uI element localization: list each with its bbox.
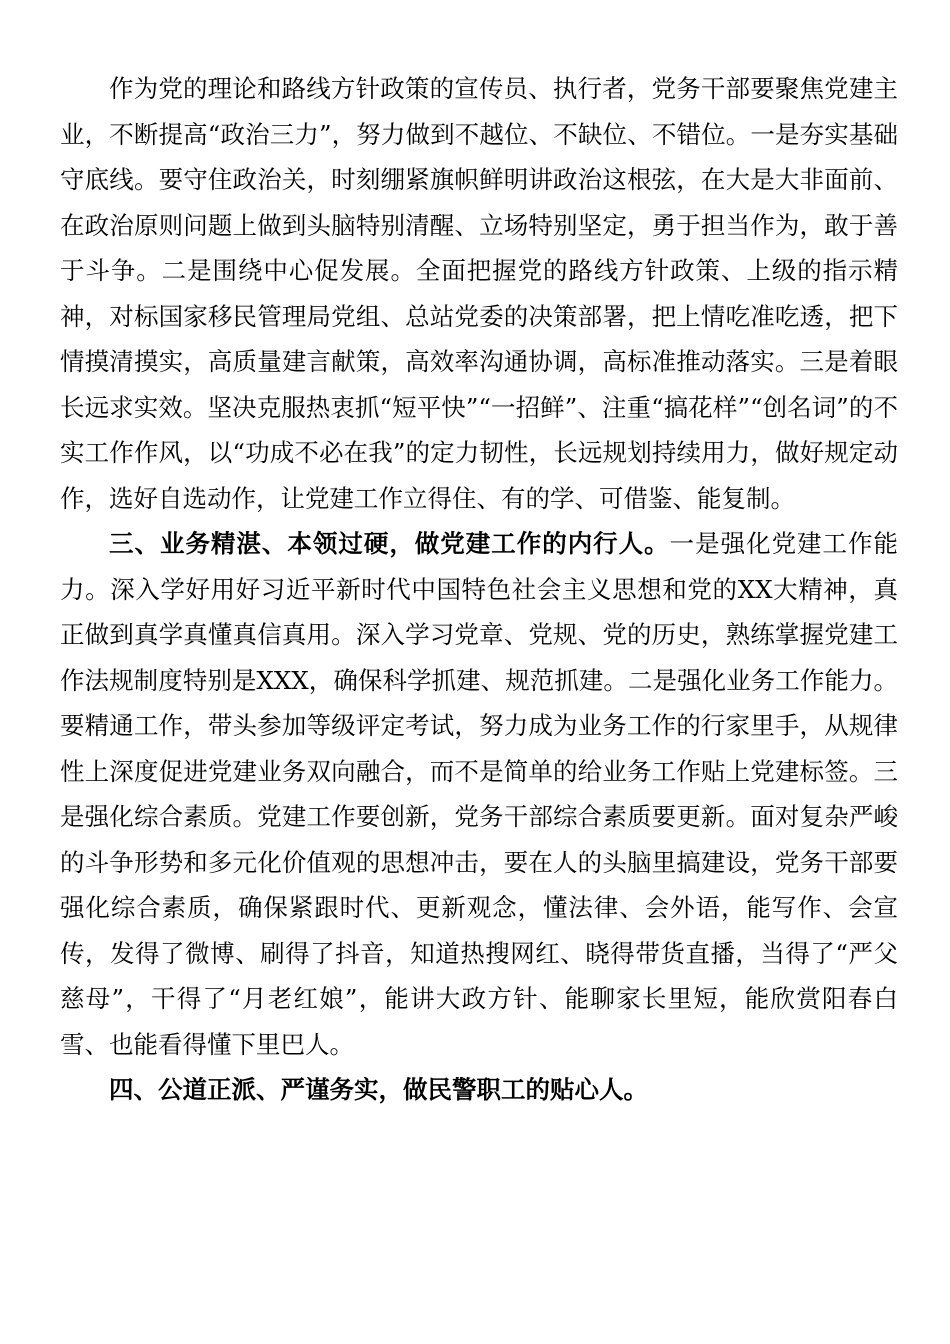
paragraph-section-three (60, 521, 898, 1067)
section-four-heading: 四、公道正派、严谨务实，做民警职工的贴心人。 (109, 1075, 648, 1104)
paragraph-text: 作为党的理论和路线方针政策的宣传员、执行者，党务干部要聚焦党建主业，不断提高“政治三力”，努力做到不越位、不缺位、不错位。一是夯实基础守底线。要守住政治关，时刻绷紧旗帜鲜明讲政治这根弦，在大是大非面前、在政治原则问题上做到头脑特别清醒、立场特别坚定，勇于担当作为，敢于善于斗争。二是围绕中心促发展。全面把握党的路线方针政策、上级的指示精神，对标国家移民管理局党组、总站党委的决策部署，把上情吃准吃透，把下情摸清摸实，高质量建言献策，高效率沟通协调，高标准推动落实。三是着眼长远求实效。坚决克服热衷抓“短平快”“一招鲜”、注重“搞花样”“创名词”的不实工作作风，以“功成不必在我”的定力韧性，长远规划持续用力，做好规定动作，选好自选动作，让党建工作立得住、有的学、可借鉴、能复制。 (60, 74, 898, 513)
paragraph-political-focus (60, 66, 898, 521)
section-three-text: 一是强化党建工作能力。深入学好用好习近平新时代中国特色社会主义思想和党的XX大精神，真正做到真学真懂真信真用。深入学习党章、党规、党的历史，熟练掌握党建工作法规制度特别是XXX，确保科学抓建、规范抓建。二是强化业务工作能力。要精通工作，带头参加等级评定考试，努力成为业务工作的行家里手，从规律性上深度促进党建业务双向融合，而不是简单的给业务工作贴上党建标签。三是强化综合素质。党建工作要创新，党务干部综合素质要更新。面对复杂严峻的斗争形势和多元化价值观的思想冲击，要在人的头脑里搞建设，党务干部要强化综合素质，确保紧跟时代、更新观念，懂法律、会外语，能写作、会宣传，发得了微博、刷得了抖音，知道热搜网红、晓得带货直播，当得了“严父慈母”，干得了“月老红娘”，能讲大政方针、能聊家长里短，能欣赏阳春白雪、也能看得懂下里巴人。 (60, 529, 899, 1059)
document-body (60, 66, 898, 1113)
section-three-heading: 三、业务精湛、本领过硬，做党建工作的内行人。 (109, 529, 670, 558)
paragraph-section-four (60, 1067, 898, 1113)
